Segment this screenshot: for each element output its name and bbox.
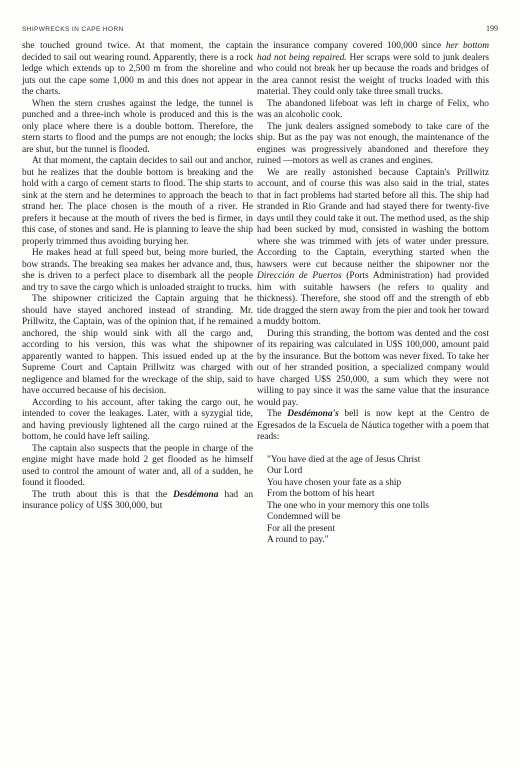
paragraph	[257, 168, 489, 329]
paragraph: The abandoned lifeboat was left in charge of Felix, who was an alcoholic cook.	[257, 98, 489, 120]
paragraph	[257, 409, 489, 444]
right-column	[257, 41, 489, 547]
paragraph	[257, 41, 489, 99]
ship-name: Desdémona's	[287, 409, 339, 419]
paragraph	[22, 490, 253, 513]
paragraph: she touched ground twice. At that moment, the captain decided to sail out wearing round. Apparently, there is a rock ledge which extends up to 2,500 m from the shoreline and juts out the cape some 1,000 m and this does not appear in the charts.	[22, 41, 253, 97]
paragraph: During this stranding, the bottom was dented and the cost of its repairing was calculated in U$S 100,000, amount paid by the insurance. But the bottom was never fixed. To take her out of her stranded position, a specialized company would have charged U$S 250,000, a sum which they were not willing to pay since it was the same value that the insurance would pay.	[257, 328, 489, 408]
text-run: (Ports Administration) had provided him with suitable hawsers (he refers to quality and thickness). Therefore, she stood off and the strength of ebb tide dragged the stern away from the pier and took her toward a muddy bottom.	[257, 271, 489, 327]
paragraph: At that moment, the captain decides to sail out and anchor, but he realizes that the double bottom is breaking and the hold with a cargo of cement starts to flood. The ship starts to sink at the stern and he determines to approach the beach to strand her. The place chosen is the mouth of a river. He prefers it because at the mouth of rivers the bed is firmer, in this case, of stones and sand. He is planning to leave the ship properly trimmed thus avoiding burying her.	[22, 156, 253, 247]
paragraph: The shipowner criticized the Captain arguing that he should have stayed anchored instead of stranding. Mr. Prillwitz, the Captain, was of the opinion that, if he remained anchored, the ship would sink with all the cargo and, according to his version, this was what the shipowner apparently wanted to happen. This issued ended up at the Supreme Court and Captain Prillwitz was charged with negligence and blamed for the wreckage of the ship, said to have occurred because of his decision.	[22, 294, 253, 396]
poem-line: For all the present	[267, 523, 335, 534]
paragraph: When the stern crushes against the ledge, the tunnel is punched and a three-inch whole is produced and this is the only place where there is a double bottom. Therefore, the stern starts to flood and the pumps are not enough; the locks are shut, but the tunnel is flooded.	[22, 98, 253, 155]
left-column	[22, 41, 253, 513]
text-run: The truth about this is that the	[32, 489, 174, 500]
poem-line: The one who in your memory this one tolls	[267, 500, 429, 511]
text-run: Her scraps were sold to junk dealers who could not break her up because the roads and bridges of the area cannot resist the weight of trucks loaded with this material. They could only take three small trucks.	[257, 52, 489, 97]
poem-line: Our Lord	[267, 466, 303, 476]
poem-line: You have chosen your fate as a ship	[267, 477, 402, 488]
italic-run: her bottom had not being repaired.	[257, 41, 489, 63]
text-run: had an insurance policy of U$S 300,000, but	[22, 489, 254, 511]
text-run: the insurance company covered 100,000 since	[257, 41, 446, 51]
paragraph: The captain also suspects that the people in charge of the engine might have made hold 2 get flooded as he himself used to control the amount of water and, all of a sudden, he found it flooded.	[22, 443, 253, 488]
paragraph: He makes head at full speed but, being more buried, the bow strands. The breaking sea makes her advance and, thus, she is driven to a perfect place to disembark all the people and try to save the cargo which is unloaded straight to trucks.	[22, 248, 253, 293]
poem-line: A round to pay."	[267, 535, 329, 545]
poem	[267, 455, 489, 547]
text-run: bell is now kept at the Centro de Egresados de la Escuela de Náutica together with a poem that reads:	[257, 409, 490, 442]
poem-line: Condemned will be	[267, 512, 341, 522]
paragraph: The junk dealers assigned somebody to take care of the ship. But as the pay was not enough, the maintenance of the engines was progressively abandoned and therefore they ruined —motors as well as cranes and engines.	[257, 121, 489, 166]
italic-run: Dirección de Puertos	[257, 271, 342, 281]
page-number: 199	[486, 24, 498, 33]
poem-line: "You have died at the age of Jesus Christ	[267, 454, 421, 465]
paragraph: According to his account, after taking the cargo out, he intended to cover the leakages. Later, with a syzygial tide, and having previously lightened all the cargo ruined at the bottom, he could have left sailing.	[22, 397, 253, 442]
text-run: The	[267, 409, 288, 419]
text-run: We are really astonished because Captain's Prillwitz account, and of course this was also said in the trial, states that in fact problems had started before all this. The ship had stranded in Rio Grande and had stayed there for twenty-five days until they could take it out. The method used, as the ship had been sucked by mud, consisted in washing the bottom where she was trimmed with jets of water under pressure. According to the Captain, everything started when the hawsers were cut because neither the shipowner nor the	[257, 167, 489, 270]
poem-line: From the bottom of his heart	[267, 489, 375, 499]
ship-name: Desdémona	[173, 489, 219, 500]
running-head: SHIPWRECKS IN CAPE HORN	[22, 26, 124, 33]
